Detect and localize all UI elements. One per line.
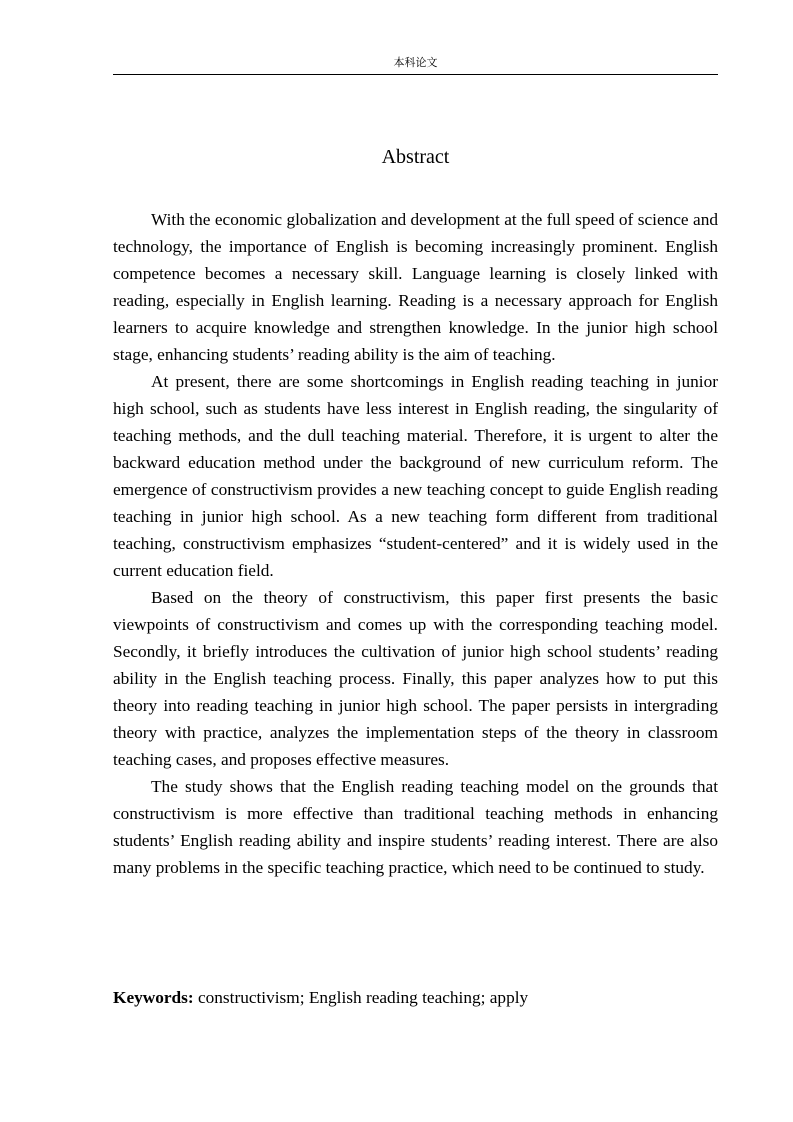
- keywords-value: constructivism; English reading teaching; apply: [193, 988, 529, 1007]
- abstract-paragraph-4: The study shows that the English reading teaching model on the grounds that constructivism is more effective than traditional teaching methods in enhancing students’ English reading ability and inspire students’ reading interest. There are also many problems in the specific teaching practice, which need to be continued to study.: [113, 777, 718, 877]
- page-header: [113, 56, 718, 75]
- keywords-line: [113, 984, 718, 1011]
- abstract-paragraph-1: With the economic globalization and development at the full speed of science and technology, the importance of English is becoming increasingly prominent. English competence becomes a necessary skill. Language learning is closely linked with reading, especially in English learning. Reading is a necessary approach for English learners to acquire knowledge and strengthen knowledge. In the junior high school stage, enhancing students’ reading ability is the aim of teaching.: [113, 210, 718, 364]
- abstract-title: Abstract: [381, 146, 450, 168]
- header-text: 本科论文: [393, 56, 438, 69]
- abstract-paragraph-2: At present, there are some shortcomings in English reading teaching in junior high school, such as students have less interest in English reading, the singularity of teaching methods, and the dull teaching material. Therefore, it is urgent to alter the backward education method under the background of new curriculum reform. The emergence of constructivism provides a new teaching concept to guide English reading teaching in junior high school. As a new teaching form different from traditional teaching, constructivism emphasizes “student-centered” and it is widely used in the current education field.: [113, 372, 718, 580]
- abstract-paragraph-3: Based on the theory of constructivism, this paper first presents the basic viewpoints of constructivism and comes up with the corresponding teaching model. Secondly, it briefly introduces the cultivation of junior high school students’ reading ability in the English teaching process. Finally, this paper analyzes how to put this theory into reading teaching in junior high school. The paper persists in intergrading theory with practice, analyzes the implementation steps of the theory in classroom teaching cases, and proposes effective measures.: [113, 588, 718, 769]
- keywords-label: Keywords:: [113, 988, 194, 1007]
- abstract-body: [113, 206, 718, 881]
